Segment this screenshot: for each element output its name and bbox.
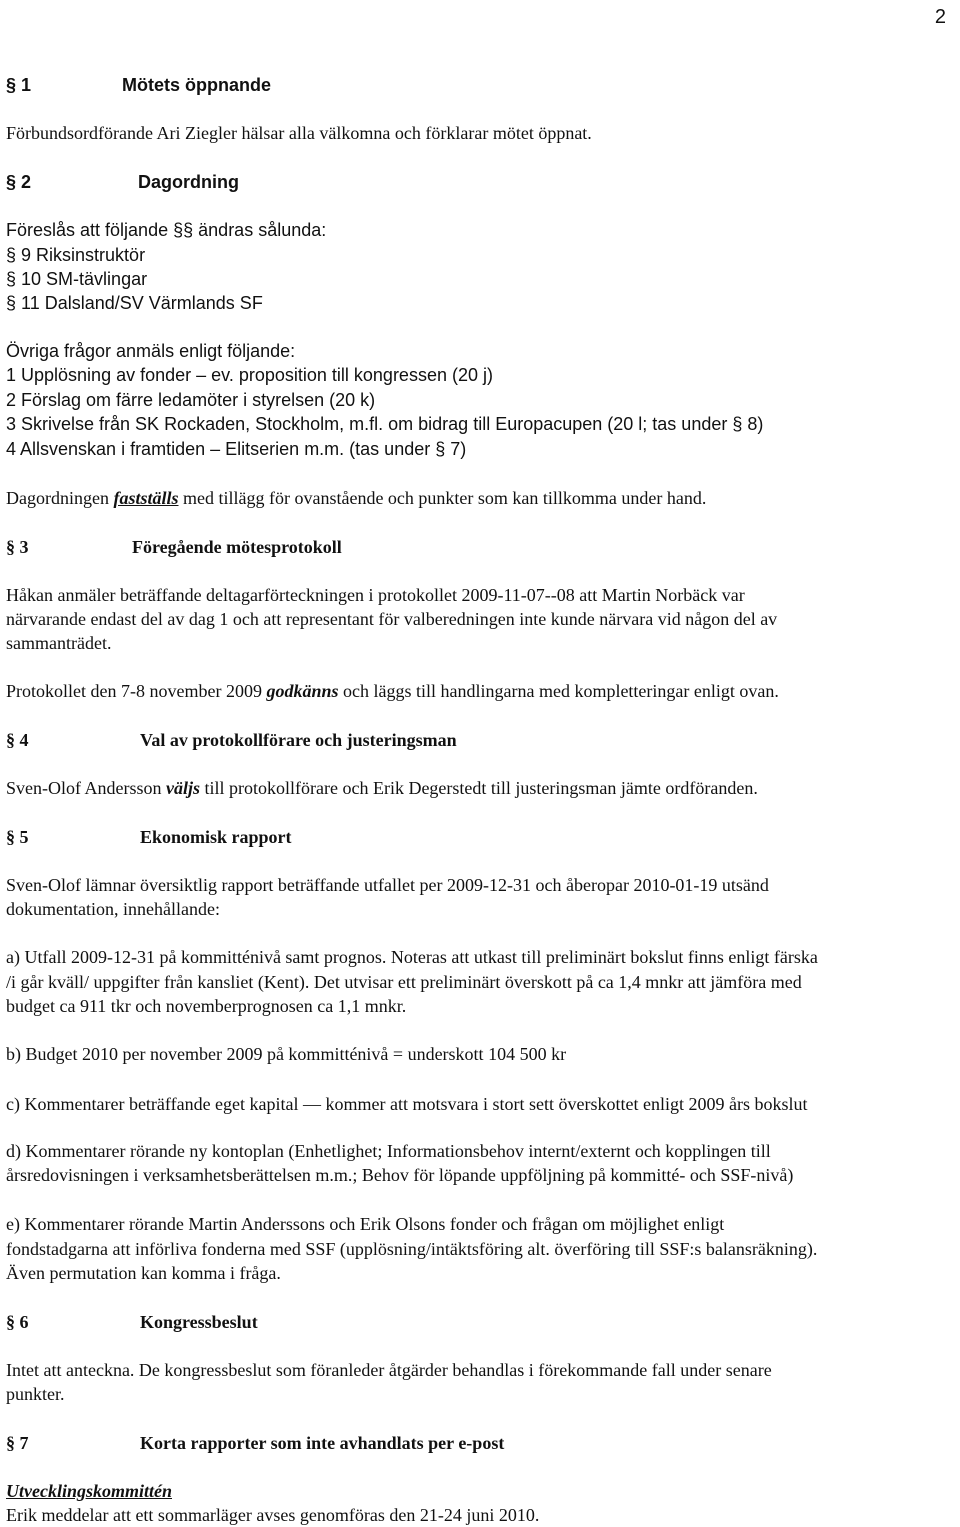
section-symbol: § xyxy=(6,1433,15,1453)
paragraph-line: dokumentation, innehållande: xyxy=(6,899,220,919)
ovriga-item-1: 1 Upplösning av fonder – ev. proposition till kongressen (20 j) xyxy=(6,365,493,385)
section-number: 2 xyxy=(21,172,32,192)
agenda-intro: Föreslås att följande §§ ändras sålunda: xyxy=(6,220,327,240)
section-title: Val av protokollförare och justeringsman xyxy=(140,730,457,750)
decision-word: väljs xyxy=(166,778,200,798)
agenda-item: § 11 Dalsland/SV Värmlands SF xyxy=(6,293,263,313)
ovriga-item-3: 3 Skrivelse från SK Rockaden, Stockholm, m.fl. om bidrag till Europacupen (20 l; tas under § 8) xyxy=(6,414,764,434)
report-item-d: d) Kommentarer rörande ny kontoplan (Enhetlighet; Informationsbehov internt/externt och kopplingen till xyxy=(6,1141,771,1161)
section-title: Kongressbeslut xyxy=(140,1312,258,1332)
section-title: Ekonomisk rapport xyxy=(140,827,292,847)
section-7-heading xyxy=(6,1434,504,1452)
decision-word: godkänns xyxy=(266,681,339,701)
section-2-heading xyxy=(6,173,239,191)
section-symbol: § xyxy=(6,75,17,95)
section-number: 6 xyxy=(19,1312,29,1332)
report-item-e: Även permutation kan komma i fråga. xyxy=(6,1263,281,1283)
paragraph-line: sammanträdet. xyxy=(6,633,112,653)
subcommittee-heading: Utvecklingskommittén xyxy=(6,1481,172,1501)
section-title: Dagordning xyxy=(138,172,239,192)
section-number: 3 xyxy=(19,537,29,557)
section-title: Korta rapporter som inte avhandlats per e-post xyxy=(140,1433,505,1453)
agenda-item: § 9 Riksinstruktör xyxy=(6,245,146,265)
section-3-heading xyxy=(6,538,342,556)
ovriga-heading: Övriga frågor anmäls enligt följande: xyxy=(6,341,296,361)
section-1-text: Förbundsordförande Ari Ziegler hälsar alla välkomna och förklarar mötet öppnat. xyxy=(6,123,592,143)
section-symbol: § xyxy=(6,827,15,847)
report-item-a: /i går kväll/ uppgifter från kansliet (Kent). Det utvisar ett preliminärt överskott på ca 1,4 mnkr att jämföra med xyxy=(6,972,802,992)
section-6-heading xyxy=(6,1313,258,1331)
paragraph-line: Sven-Olof lämnar översiktlig rapport beträffande utfallet per 2009-12-31 och åberopar 2010-01-19 utsänd xyxy=(6,875,769,895)
section-title: Föregående mötesprotokoll xyxy=(132,537,342,557)
paragraph-line: Intet att anteckna. De kongressbeslut som föranleder åtgärder behandlas i förekommande fall under senare xyxy=(6,1360,772,1380)
report-item-a: a) Utfall 2009-12-31 på kommitténivå samt prognos. Noteras att utkast till preliminärt bokslut finns enligt färska xyxy=(6,947,818,967)
section-number: 1 xyxy=(21,75,32,95)
section-number: 4 xyxy=(19,730,29,750)
ovriga-item-2: 2 Förslag om färre ledamöter i styrelsen (20 k) xyxy=(6,390,376,410)
section-symbol: § xyxy=(6,172,17,192)
protocol-approval: Protokollet den 7-8 november 2009 godkänns och läggs till handlingarna med kompletteringar enligt ovan. xyxy=(6,681,779,701)
decision-word: fastställs xyxy=(113,488,179,508)
section-symbol: § xyxy=(6,537,15,557)
agenda-item: § 10 SM-tävlingar xyxy=(6,269,148,289)
paragraph-line: Håkan anmäler beträffande deltagarförteckningen i protokollet 2009-11-07--08 att Martin Norbäck var xyxy=(6,585,745,605)
report-item-b: b) Budget 2010 per november 2009 på kommitténivå = underskott 104 500 kr xyxy=(6,1044,567,1064)
paragraph-line: punkter. xyxy=(6,1384,65,1404)
agenda-decision: Dagordningen fastställs med tillägg för ovanstående och punkter som kan tillkomma under hand. xyxy=(6,488,707,508)
page-number: 2 xyxy=(934,6,946,28)
section-4-heading xyxy=(6,731,457,749)
report-item-e: fondstadgarna att införliva fonderna med SSF (upplösning/intäktsföring alt. överföring till SSF:s balansräkning). xyxy=(6,1239,818,1259)
paragraph-line: närvarande endast del av dag 1 och att representant för valberedningen inte kunde närvara vid någon del av xyxy=(6,609,778,629)
section-number: 5 xyxy=(19,827,29,847)
section-5-heading xyxy=(6,828,292,846)
election-text: Sven-Olof Andersson väljs till protokollförare och Erik Degerstedt till justeringsman jämte ordföranden. xyxy=(6,778,758,798)
section-title: Mötets öppnande xyxy=(122,75,271,95)
report-item-d: årsredovisningen i verksamhetsberättelsen m.m.; Behov för löpande uppföljning på kommitté- och SSF-nivå) xyxy=(6,1165,794,1185)
section-number: 7 xyxy=(19,1433,29,1453)
report-item-e: e) Kommentarer rörande Martin Anderssons och Erik Olsons fonder och frågan om möjlighet enligt xyxy=(6,1214,725,1234)
section-1-heading xyxy=(6,76,271,94)
ovriga-item-4: 4 Allsvenskan i framtiden – Elitserien m.m. (tas under § 7) xyxy=(6,439,467,459)
paragraph-line: Erik meddelar att ett sommarläger avses genomföras den 21-24 juni 2010. xyxy=(6,1505,540,1525)
report-item-c: c) Kommentarer beträffande eget kapital — kommer att motsvara i stort sett överskottet enligt 2009 års bokslut xyxy=(6,1094,808,1114)
section-symbol: § xyxy=(6,1312,15,1332)
report-item-a: budget ca 911 tkr och novemberprognosen ca 1,1 mnkr. xyxy=(6,996,407,1016)
section-symbol: § xyxy=(6,730,15,750)
